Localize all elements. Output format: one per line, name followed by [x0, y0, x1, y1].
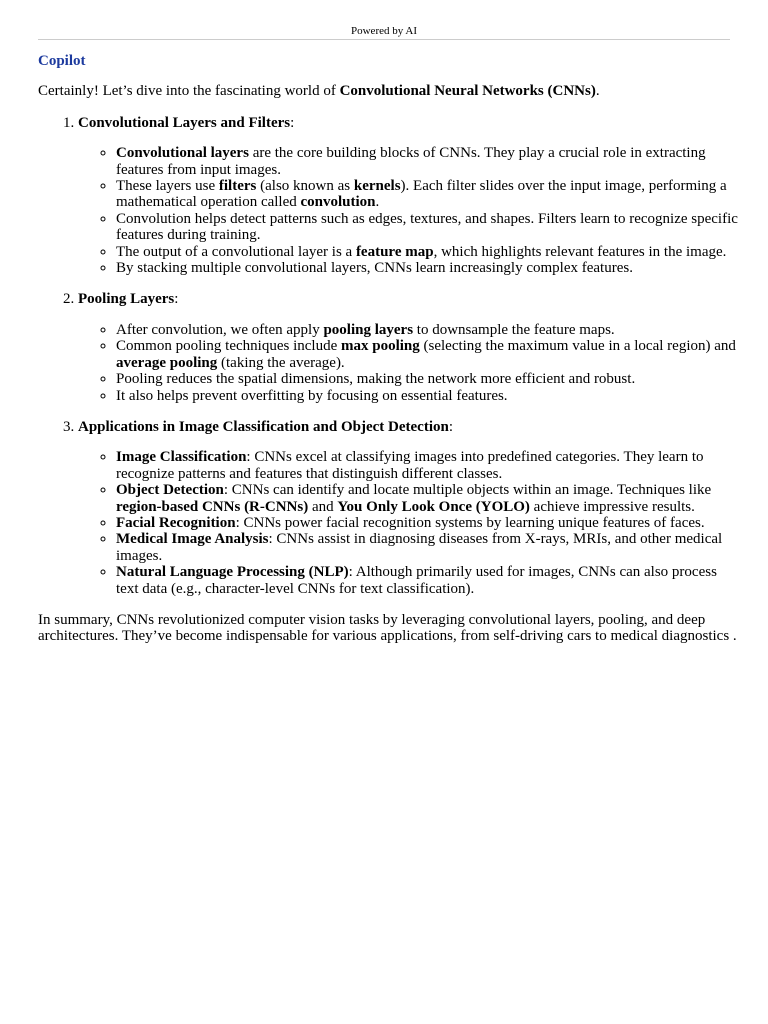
section-heading: 2. Pooling Layers:	[78, 291, 179, 308]
list-item	[116, 531, 738, 564]
powered-by-header: Powered by AI	[38, 24, 730, 40]
text-segment: By stacking multiple convolutional layers, CNNs learn increasingly complex features.	[116, 260, 633, 277]
text-segment: : CNNs can identify and locate multiple objects within an image. Techniques like	[223, 482, 712, 499]
bold-text: kernels	[353, 178, 401, 195]
text-segment: (selecting the maximum value in a local region) and	[419, 338, 736, 355]
text-segment: It also helps prevent overfitting by focusing on essential features.	[116, 387, 508, 404]
text-segment: Pooling reduces the spatial dimensions, making the network more efficient and robust.	[116, 371, 636, 388]
bullet-list	[78, 322, 738, 404]
text-segment: Common pooling techniques include	[116, 338, 341, 355]
list-item	[116, 482, 738, 515]
text-segment: and	[308, 498, 338, 515]
text-segment: (taking the average).	[217, 354, 345, 371]
bold-text: Image Classification	[116, 449, 247, 466]
bold-text: Facial Recognition	[116, 514, 236, 531]
copilot-title: Copilot	[38, 53, 86, 69]
bold-text: feature map	[355, 243, 434, 260]
text-segment: These layers use	[116, 178, 219, 195]
section-heading-text: Applications in Image Classification and Object Detection	[78, 418, 449, 435]
text-segment: : CNNs excel at classifying images into predefined categories. They learn to recognize patterns and features that distinguish different classes.	[116, 449, 704, 482]
section-item	[78, 419, 738, 597]
list-item	[116, 449, 738, 482]
section-heading: 1. Convolutional Layers and Filters:	[78, 114, 295, 131]
text-segment: : Although primarily used for images, CNNs can also process text data (e.g., character-level CNNs for text classification).	[116, 564, 717, 597]
text-segment: Convolution helps detect patterns such as edges, textures, and shapes. Filters learn to recognize specific features during training.	[116, 210, 738, 244]
section-heading-text: Pooling Layers	[78, 291, 175, 308]
bold-text: max pooling	[340, 338, 420, 355]
list-item	[116, 564, 738, 597]
section-heading: 3. Applications in Image Classification and Object Detection:	[78, 418, 453, 435]
bullet-list	[78, 145, 738, 276]
bold-text: Object Detection	[116, 482, 224, 499]
bold-text: Medical Image Analysis	[116, 531, 269, 548]
list-item	[116, 515, 738, 531]
text-segment: : CNNs power facial recognition systems by learning unique features of faces.	[235, 514, 705, 531]
bold-text: Convolutional Neural Networks (CNNs)	[339, 83, 596, 100]
bold-text: Natural Language Processing (NLP)	[116, 564, 349, 581]
bold-text: region-based CNNs (R-CNNs)	[116, 498, 309, 515]
text-segment: The output of a convolutional layer is a	[116, 243, 356, 260]
bold-text: average pooling	[116, 354, 218, 371]
summary-paragraph: In summary, CNNs revolutionized computer vision tasks by leveraging convolutional layers, pooling, and deep architectures. They’ve become indispensable for various applications, from self-driving cars to medical diagnostics .	[38, 611, 737, 645]
list-item	[116, 211, 738, 244]
text-segment: .	[375, 194, 380, 211]
intro-paragraph	[38, 83, 738, 99]
bullet-list	[78, 449, 738, 597]
response-content	[38, 53, 738, 660]
bold-text: convolution	[300, 194, 376, 211]
bold-text: You Only Look Once (YOLO)	[337, 498, 530, 515]
text-segment: , which highlights relevant features in the image.	[433, 243, 727, 260]
sections-list	[38, 115, 738, 597]
list-item	[116, 260, 738, 276]
list-item	[116, 145, 738, 178]
list-item	[116, 338, 738, 371]
list-item	[116, 371, 738, 387]
text-segment: Certainly! Let’s dive into the fascinating world of	[38, 83, 340, 100]
text-segment: ). Each filter slides over the input image, performing a mathematical operation called	[116, 178, 727, 211]
list-item	[116, 244, 738, 260]
bold-text: pooling layers	[323, 321, 414, 338]
text-segment: achieve impressive results.	[529, 498, 695, 515]
bold-text: filters	[218, 178, 257, 195]
section-item	[78, 291, 738, 403]
text-segment: : CNNs assist in diagnosing diseases from X-rays, MRIs, and other medical images.	[116, 531, 723, 564]
list-item	[116, 178, 738, 211]
list-item	[116, 388, 738, 404]
text-segment: .	[595, 83, 600, 100]
section-heading-text: Convolutional Layers and Filters	[78, 114, 291, 131]
text-segment: (also known as	[256, 178, 354, 195]
list-item	[116, 322, 738, 338]
section-item	[78, 115, 738, 277]
text-segment: to downsample the feature maps.	[413, 321, 615, 338]
bold-text: Convolutional layers	[116, 145, 249, 162]
text-segment: After convolution, we often apply	[116, 321, 324, 338]
text-segment: are the core building blocks of CNNs. They play a crucial role in extracting features from input images.	[116, 145, 706, 178]
